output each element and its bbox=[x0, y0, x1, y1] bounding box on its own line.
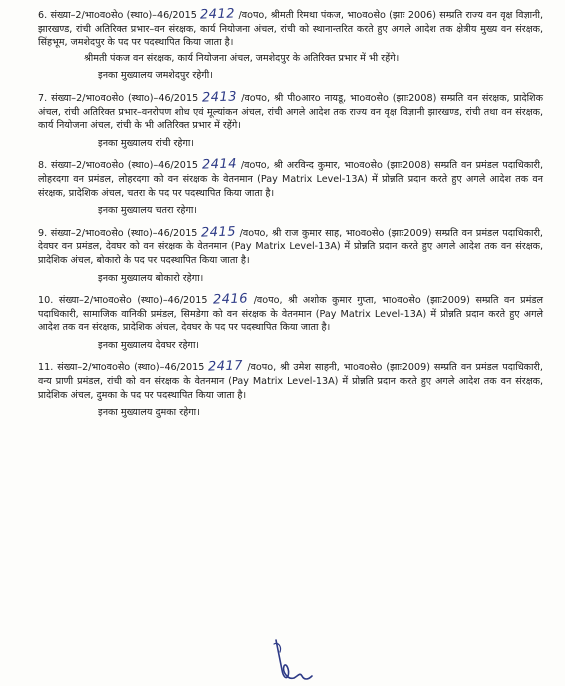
handwritten-letter-number: 2414 bbox=[201, 156, 238, 173]
headquarters-note: इनका मुख्यालय बोकारो रहेगा। bbox=[98, 272, 204, 284]
handwritten-letter-number: 2412 bbox=[199, 6, 236, 23]
handwritten-letter-number: 2417 bbox=[208, 358, 244, 376]
headquarters-note: इनका मुख्यालय देवघर रहेगा। bbox=[98, 339, 200, 351]
handwritten-letter-number: 2416 bbox=[212, 291, 249, 308]
order-item bbox=[38, 91, 543, 150]
order-paragraph bbox=[38, 226, 543, 268]
order-number: 9. bbox=[38, 227, 48, 239]
headquarters-note: इनका मुख्यालय चतरा रहेगा। bbox=[98, 205, 198, 217]
order-item bbox=[38, 158, 543, 217]
order-paragraph bbox=[38, 158, 543, 200]
handwritten-letter-number: 2415 bbox=[200, 224, 237, 241]
orders-list bbox=[38, 8, 543, 420]
signature-icon bbox=[268, 636, 328, 684]
order-item bbox=[38, 360, 543, 419]
headquarters-note: इनका मुख्यालय रांची रहेगा। bbox=[98, 137, 195, 149]
order-reference: संख्या–2/भाoवoसेo (स्थाo)–46/2015 bbox=[58, 295, 208, 307]
order-reference-suffix: /वoपo, bbox=[240, 160, 270, 172]
headquarters-note: इनका मुख्यालय दुमका रहेगा। bbox=[98, 407, 200, 419]
order-reference-suffix: /वoपo, bbox=[239, 227, 269, 239]
order-reference-suffix: /वoपo, bbox=[253, 295, 283, 307]
order-number: 7. bbox=[38, 92, 48, 104]
order-reference: संख्या–2/भाoवoसेo (स्थाo)–46/2015 bbox=[51, 160, 199, 172]
order-number: 8. bbox=[38, 160, 48, 172]
order-text: श्री उमेश साहनी, भाoवoसेo (झाः2009) सम्प्रति वन प्रमंडल पदाधिकारी, वन्य प्राणी प्रमंडल, रांची को वन संरक्षक के वेतनमान (Pay Matrix Level-13A) में प्रोन्नति प्रदान करते हुए अगले आदेश तक वन संरक्षक, प्रादेशिक अंचल, दुमका के पद पर पदस्थापित किया जाता है। bbox=[38, 362, 543, 401]
order-reference: संख्या–2/भाoवoसेo (स्थाo)–46/2015 bbox=[50, 10, 197, 21]
order-text: श्रीमती रिमथा पंकज, भाoवoसेo (झाः 2006) सम्प्रति राज्य वन वृक्ष विज्ञानी, झारखण्ड, रांची अतिरिक्त प्रभार–वन संरक्षक, कार्य नियोजना अंचल, रांची को स्थानान्तरित करते हुए अगले आदेश तक क्षेत्रीय मुख्य वन संरक्षक, सिंहभूम, जमशेदपुर के पद पर पदस्थापित किया जाता है। bbox=[38, 10, 544, 49]
order-item bbox=[38, 293, 543, 352]
headquarters-note: इनका मुख्यालय जमशेदपुर रहेगी। bbox=[98, 70, 213, 82]
order-paragraph bbox=[38, 360, 543, 402]
order-text: श्री अरविन्द कुमार, भाoवoसेo (झाः2008) सम्प्रति वन प्रमंडल पदाधिकारी, लोहरदगा वन प्रमंडल, लोहरदगा को वन संरक्षक के वेतनमान (Pay Matrix Level-13A) में प्रोन्नति प्रदान करते हुए अगले आदेश तक वन संरक्षक, प्रादेशिक अंचल, चतरा के पद पर पदस्थापित किया जाता है। bbox=[38, 160, 543, 199]
order-paragraph bbox=[38, 293, 543, 335]
order-number: 10. bbox=[38, 295, 54, 307]
order-paragraph bbox=[38, 91, 543, 133]
order-reference-suffix: /वoपo, bbox=[241, 92, 271, 104]
order-number: 6. bbox=[38, 10, 48, 21]
handwritten-letter-number: 2413 bbox=[201, 89, 238, 106]
order-paragraph bbox=[38, 8, 543, 50]
order-item bbox=[38, 226, 543, 285]
order-item bbox=[38, 8, 543, 83]
order-reference-suffix: /वoपo, bbox=[247, 362, 277, 374]
order-text: श्री पीoआरo नायडू, भाoवoसेo (झाः2008) सम्प्रति वन संरक्षक, प्रादेशिक अंचल, रांची अतिरिक्त प्रभार–वनरोपण शोध एवं मूल्यांकन अंचल, रांची अगले आदेश तक राज्य वन वृक्ष विज्ञानी झारखण्ड, रांची तथा वन संरक्षक, कार्य नियोजना अंचल, रांची के भी अतिरिक्त प्रभार में रहेंगे। bbox=[38, 92, 543, 132]
order-reference-suffix: /वoपo, bbox=[238, 10, 268, 21]
order-number: 11. bbox=[38, 362, 54, 374]
order-reference: संख्या–2/भाoवoसेo (स्थाo)–46/2015 bbox=[57, 362, 205, 374]
order-text: श्री अशोक कुमार गुप्ता, भाoवoसेo (झाः2009) सम्प्रति वन प्रमंडल पदाधिकारी, सामाजिक वानिकी प्रमंडल, सिमडेगा को वन संरक्षक के वेतनमान (Pay Matrix Level-13A) में प्रोन्नति प्रदान करते हुए अगले आदेश तक वन संरक्षक, प्रादेशिक अंचल, देवघर के पद पर पदस्थापित किया जाता है। bbox=[38, 295, 544, 334]
additional-charge-note: श्रीमती पंकज वन संरक्षक, कार्य नियोजना अंचल, जमशेदपुर के अतिरिक्त प्रभार में भी रहेंगे। bbox=[84, 52, 400, 64]
order-reference: संख्या–2/भाoवoसेo (स्थाo)–46/2015 bbox=[50, 227, 198, 239]
order-text: श्री राज कुमार साह, भाoवoसेo (झाः2009) सम्प्रति वन प्रमंडल पदाधिकारी, देवघर वन प्रमंडल, देवघर को वन संरक्षक के वेतनमान (Pay Matrix Level-13A) में प्रोन्नति प्रदान करते हुए अगले आदेश तक वन संरक्षक, प्रादेशिक अंचल, बोकारो के पद पर पदस्थापित किया जाता है। bbox=[38, 227, 543, 266]
order-reference: संख्या–2/भाoवoसेo (स्थाo)–46/2015 bbox=[51, 92, 199, 104]
